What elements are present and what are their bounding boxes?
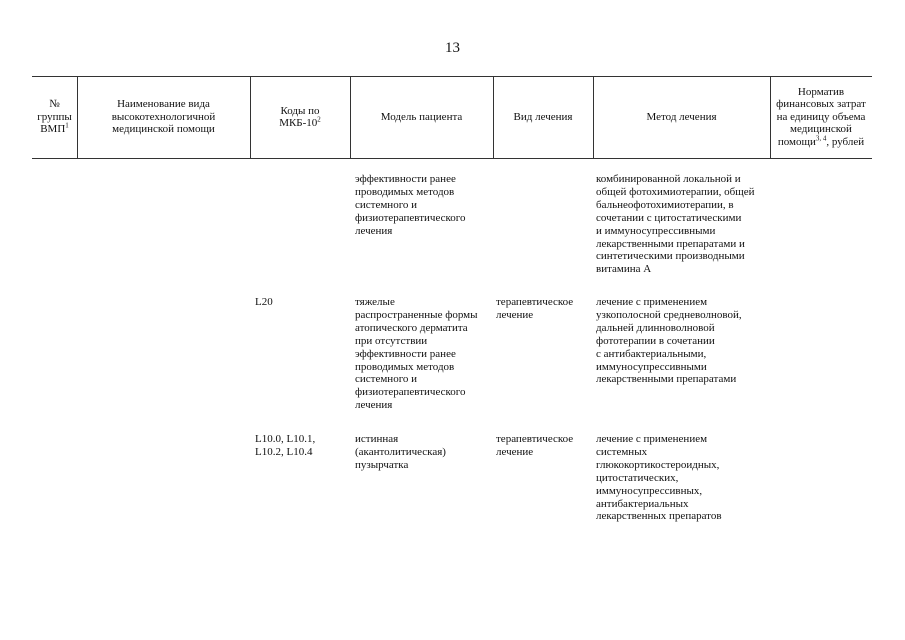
header-group-number (32, 76, 77, 158)
header-cost-norm-label: Норматив финансовых затрат на единицу объема медицинской помощи (776, 85, 866, 148)
row-2-treatment-type: терапевтическое лечение (496, 296, 574, 321)
row-3-icd-codes: L10.0, L10.1, L10.2, L10.4 (255, 433, 316, 458)
header-treatment-type-label: Вид лечения (513, 110, 573, 123)
header-icd-codes-label: Коды по МКБ-10 (279, 104, 320, 129)
header-patient-model-label: Модель пациента (380, 110, 463, 123)
row-3-treatment-method: лечение с применением системных глюкокортикостероидных, цитостатических, иммуносупрессивных, антибактериальных лекарственных препаратов (596, 433, 722, 523)
header-treatment-method-label: Метод лечения (646, 110, 717, 123)
row-2-patient-model: тяжелые распространенные формы атопического дерматита при отсутствии эффективности ранее проводимых методов системного и физиотерапевтического лечения (355, 296, 478, 412)
footnote-mark: 1 (65, 121, 69, 130)
header-treatment-type (493, 76, 593, 158)
page-number: 13 (445, 40, 460, 56)
header-icd-codes (250, 76, 350, 158)
row-1-patient-model: эффективности ранее проводимых методов системного и физиотерапевтического лечения (355, 173, 466, 237)
table-header-bottom-rule (32, 158, 872, 159)
header-care-type-name (77, 76, 250, 158)
row-1-treatment-method: комбинированной локальной и общей фотохимиотерапии, общей бальнеофотохимиотерапии, в сочетании с цитостатическими и иммуносупрессивными лекарственными препаратами и синтетическими производными витамина А (596, 173, 755, 276)
footnote-mark: 3, 4 (815, 134, 827, 143)
header-cost-norm (770, 76, 872, 158)
header-care-type-name-label: Наименование вида высокотехнологичной медицинской помощи (111, 98, 216, 136)
header-group-number-label: № группы ВМП (37, 98, 72, 136)
footnote-mark: 2 (317, 115, 321, 124)
row-2-icd-codes: L20 (255, 296, 273, 308)
header-cost-norm-tail: , рублей (826, 135, 865, 148)
row-2-treatment-method: лечение с применением узкополосной средневолновой, дальней длинноволновой фототерапии в сочетании с антибактериальными, иммуносупрессивными лекарственными препаратами (596, 296, 742, 386)
header-patient-model (350, 76, 493, 158)
header-treatment-method (593, 76, 770, 158)
row-3-patient-model: истинная (акантолитическая) пузырчатка (355, 433, 446, 471)
row-3-treatment-type: терапевтическое лечение (496, 433, 574, 458)
